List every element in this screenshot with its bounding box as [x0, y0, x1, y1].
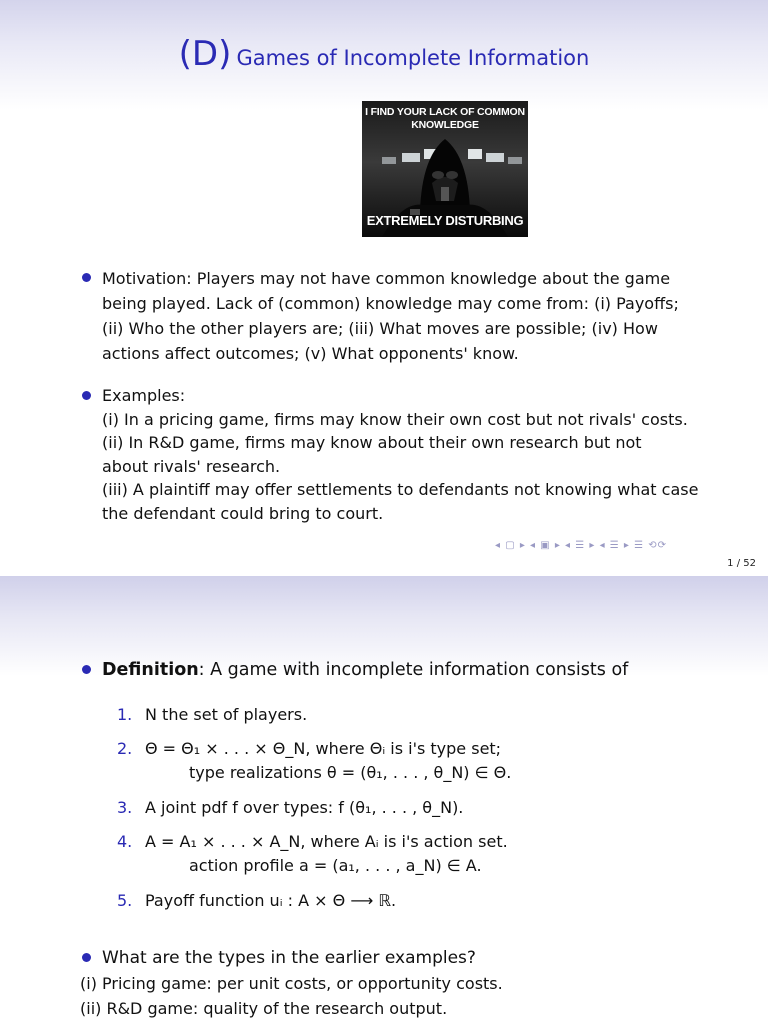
item-subtext: action profile a = (a₁, . . . , a_N) ∈ A.: [189, 856, 482, 875]
definition-label: Definition: [102, 660, 199, 680]
item-text: Θ = Θ₁ × . . . × Θ_N, where Θᵢ is i's type set;: [145, 739, 502, 758]
text-line: (ii) Who the other players are; (iii) What moves are possible; (iv) How: [102, 319, 658, 338]
meme-bottom-caption: EXTREMELY DISTURBING: [366, 213, 524, 228]
item-number: 1.: [117, 705, 133, 724]
bullet-icon: [82, 391, 91, 400]
item-text: A = A₁ × . . . × A_N, where Aᵢ is i's action set.: [145, 832, 508, 851]
text-line: the defendant could bring to court.: [102, 503, 384, 523]
text-line: actions affect outcomes; (v) What opponents' know.: [102, 344, 519, 363]
text-line: being played. Lack of (common) knowledge may come from: (i) Payoffs;: [102, 294, 679, 313]
text-line: Examples:: [102, 386, 186, 405]
bullet-list-1: [80, 266, 730, 366]
item-subtext: type realizations θ = (θ₁, . . . , θ_N) ∈ Θ.: [189, 763, 512, 782]
title-text: Games of Incomplete Information: [236, 46, 590, 70]
item-number: 2.: [117, 739, 133, 758]
text-line: (i) In a pricing game, firms may know their own cost but not rivals' costs.: [102, 409, 688, 429]
types-list: [80, 946, 730, 1021]
text-line: (i) Pricing game: per unit costs, or opportunity costs.: [80, 974, 503, 993]
bullet-types: [80, 946, 730, 1021]
item-text: N the set of players.: [145, 705, 308, 724]
definition-list: [80, 658, 730, 683]
text-line: (ii) R&D game: quality of the research output.: [80, 999, 448, 1018]
meme-top-line-2: KNOWLEDGE: [411, 119, 479, 131]
bullet-icon: [82, 273, 91, 282]
bullet-icon: [82, 665, 91, 674]
definition-item: [117, 830, 511, 878]
bullet-examples: [80, 384, 730, 525]
bullet-list-2: [80, 384, 730, 525]
bullet-motivation: [80, 266, 730, 366]
definition-text: : A game with incomplete information consists of: [198, 660, 629, 680]
bullet-icon: [82, 953, 91, 962]
text-line: about rivals' research.: [102, 456, 281, 476]
page-number: 1 / 52: [727, 558, 756, 569]
title-label: (D): [178, 34, 232, 74]
item-number: 3.: [117, 798, 133, 817]
definition-items: [117, 702, 511, 913]
text-line: (ii) In R&D game, firms may know about their own research but not: [102, 433, 642, 452]
slide-2: [0, 576, 768, 1024]
meme-top-caption: [362, 106, 528, 132]
definition-item: [117, 702, 511, 727]
item-number: 5.: [117, 891, 133, 910]
definition-item: [117, 795, 511, 820]
definition-item: [117, 888, 511, 913]
text-line: (iii) A plaintiff may offer settlements to defendants not knowing what case: [102, 480, 699, 499]
item-number: 4.: [117, 832, 133, 851]
text-line: Motivation: Players may not have common knowledge about the game: [102, 269, 671, 288]
meme-top-line-1: I FIND YOUR LACK OF COMMON: [365, 106, 525, 118]
definition-item: [117, 737, 511, 785]
item-text: Payoff function uᵢ : A × Θ ⟶ ℝ.: [145, 891, 397, 910]
beamer-navigation-icons[interactable]: ◂ ▢ ▸ ◂ ▣ ▸ ◂ ☰ ▸ ◂ ☰ ▸ ☰ ⟲⟳: [495, 540, 668, 551]
bullet-definition: [80, 658, 730, 683]
text-line: What are the types in the earlier examples?: [102, 948, 476, 968]
item-text: A joint pdf f over types: f (θ₁, . . . , θ_N).: [145, 798, 464, 817]
slide-title: [0, 34, 768, 74]
meme-image: [362, 101, 528, 237]
